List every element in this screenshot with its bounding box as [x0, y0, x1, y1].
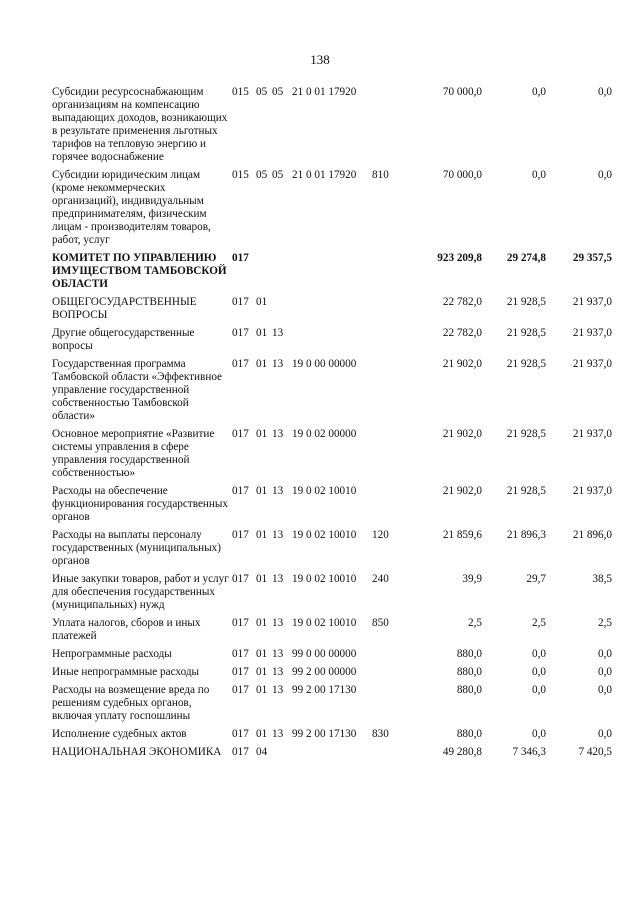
row-amount-year3: 21 937,0: [572, 296, 612, 308]
row-amount-year2: 21 928,5: [506, 428, 546, 440]
row-amount-year2: 0,0: [532, 648, 546, 660]
row-admin-code: 017: [232, 296, 249, 308]
row-name: Уплата налогов, сборов и иных платежей: [52, 617, 201, 642]
row-expense-type-code: [372, 428, 396, 485]
row-subsection-code: 13: [272, 684, 284, 696]
row-admin-code: 017: [232, 617, 249, 629]
row-target-article-code: 99 0 00 00000: [292, 648, 357, 660]
row-section-code: 01: [256, 617, 268, 629]
row-amount-year3: 0,0: [598, 86, 612, 98]
row-target-article-code: [292, 327, 372, 358]
row-name: Иные закупки товаров, работ и услуг для обеспечения государственных (муниципальных) нужд: [52, 573, 229, 611]
row-amount-year1: 21 902,0: [442, 358, 482, 370]
row-expense-type-code: [372, 86, 396, 169]
row-target-article-code: [292, 296, 372, 327]
row-amount-year3: 0,0: [598, 169, 612, 181]
row-subsection-code: [272, 296, 292, 327]
row-amount-year2: 0,0: [532, 666, 546, 678]
row-amount-year1: 49 280,8: [442, 746, 482, 758]
row-amount-year2: 0,0: [532, 684, 546, 696]
page-number: 138: [310, 52, 330, 67]
row-amount-year1: 2,5: [468, 617, 482, 629]
row-section-code: 01: [256, 327, 268, 339]
row-section-code: 01: [256, 573, 268, 585]
row-expense-type-code: [372, 296, 396, 327]
row-section-code: 01: [256, 485, 268, 497]
row-admin-code: 017: [232, 746, 249, 758]
row-name: Расходы на возмещение вреда по решениям судебных органов, включая уплату госпошлины: [52, 684, 210, 722]
row-subsection-code: [272, 746, 292, 764]
row-subsection-code: 05: [272, 169, 284, 181]
row-amount-year2: 21 928,5: [506, 485, 546, 497]
row-amount-year1: 21 859,6: [442, 529, 482, 541]
row-admin-code: 017: [232, 666, 249, 678]
row-target-article-code: 19 0 02 00000: [292, 428, 357, 440]
row-amount-year2: 21 928,5: [506, 296, 546, 308]
row-admin-code: 017: [232, 728, 249, 740]
row-name: Иные непрограммные расходы: [52, 666, 200, 678]
table-row: [52, 485, 612, 529]
row-amount-year3: 0,0: [598, 728, 612, 740]
row-name: Исполнение судебных актов: [52, 728, 187, 740]
row-amount-year1: 22 782,0: [442, 327, 482, 339]
row-amount-year2: 21 928,5: [506, 327, 546, 339]
row-amount-year3: 0,0: [598, 648, 612, 660]
row-amount-year1: 39,9: [462, 573, 482, 585]
row-section-code: 01: [256, 529, 268, 541]
row-section-code: 01: [256, 428, 268, 440]
row-target-article-code: 19 0 02 10010: [292, 485, 357, 497]
row-section-code: 01: [256, 684, 268, 696]
row-amount-year3: 38,5: [592, 573, 612, 585]
row-amount-year2: 0,0: [532, 728, 546, 740]
table-row: [52, 617, 612, 648]
row-target-article-code: 19 0 02 10010: [292, 529, 357, 541]
row-section-code: 01: [256, 296, 268, 308]
row-amount-year1: 880,0: [456, 728, 482, 740]
row-section-code: 01: [256, 728, 268, 740]
row-admin-code: 017: [232, 648, 249, 660]
row-name: ОБЩЕГОСУДАРСТВЕННЫЕ ВОПРОСЫ: [52, 296, 197, 321]
row-amount-year1: 22 782,0: [442, 296, 482, 308]
row-subsection-code: [272, 252, 292, 296]
row-amount-year3: 29 357,5: [572, 252, 612, 264]
row-expense-type-code: 240: [372, 573, 389, 585]
table-row: [52, 666, 612, 684]
row-name: Другие общегосударственные вопросы: [52, 327, 195, 352]
table-row: [52, 648, 612, 666]
table-row: [52, 358, 612, 428]
row-amount-year3: 0,0: [598, 666, 612, 678]
row-target-article-code: [292, 252, 372, 296]
table-row: [52, 296, 612, 327]
row-subsection-code: 13: [272, 617, 284, 629]
row-expense-type-code: 810: [372, 169, 389, 181]
row-amount-year2: 29,7: [526, 573, 546, 585]
row-amount-year1: 880,0: [456, 648, 482, 660]
table-row: [52, 573, 612, 617]
budget-table: [52, 86, 612, 764]
row-name: Расходы на обеспечение функционирования государственных органов: [52, 485, 228, 523]
row-amount-year2: 0,0: [532, 169, 546, 181]
row-expense-type-code: 120: [372, 529, 389, 541]
row-subsection-code: 13: [272, 573, 284, 585]
row-name: НАЦИОНАЛЬНАЯ ЭКОНОМИКА: [52, 746, 222, 758]
row-amount-year2: 29 274,8: [506, 252, 546, 264]
row-expense-type-code: 850: [372, 617, 389, 629]
row-amount-year1: 21 902,0: [442, 485, 482, 497]
row-subsection-code: 13: [272, 485, 284, 497]
row-amount-year3: 21 937,0: [572, 327, 612, 339]
table-row: [52, 728, 612, 746]
row-admin-code: 015: [232, 86, 249, 98]
row-amount-year2: 7 346,3: [512, 746, 546, 758]
row-target-article-code: 21 0 01 17920: [292, 86, 357, 98]
table-row: [52, 169, 612, 252]
row-subsection-code: 13: [272, 358, 284, 370]
row-amount-year1: 70 000,0: [442, 86, 482, 98]
row-name: Основное мероприятие «Развитие системы управления в сфере управления государственной собственностью»: [52, 428, 215, 479]
row-target-article-code: 99 2 00 17130: [292, 728, 357, 740]
row-expense-type-code: [372, 666, 396, 684]
row-expense-type-code: [372, 252, 396, 296]
row-name: Непрограммные расходы: [52, 648, 172, 660]
row-name: Субсидии ресурсоснабжающим организациям на компенсацию выпадающих доходов, возникающих в результате применения льготных тарифов на тепловую энергию и горячее водоснабжение: [52, 86, 228, 163]
row-subsection-code: 13: [272, 529, 284, 541]
row-subsection-code: 13: [272, 327, 284, 339]
row-subsection-code: 13: [272, 428, 284, 440]
row-amount-year3: 21 937,0: [572, 358, 612, 370]
row-target-article-code: 19 0 02 10010: [292, 573, 357, 585]
row-section-code: 05: [256, 86, 268, 98]
row-amount-year1: 21 902,0: [442, 428, 482, 440]
row-target-article-code: [292, 746, 372, 764]
row-admin-code: 017: [232, 485, 249, 497]
row-amount-year3: 7 420,5: [578, 746, 612, 758]
row-section-code: 04: [256, 746, 268, 758]
row-target-article-code: 21 0 01 17920: [292, 169, 357, 181]
table-row: [52, 252, 612, 296]
row-expense-type-code: [372, 746, 396, 764]
row-amount-year1: 70 000,0: [442, 169, 482, 181]
row-expense-type-code: [372, 327, 396, 358]
row-admin-code: 015: [232, 169, 249, 181]
row-amount-year1: 880,0: [456, 684, 482, 696]
row-target-article-code: 19 0 02 10010: [292, 617, 357, 629]
row-expense-type-code: [372, 648, 396, 666]
row-target-article-code: 99 2 00 00000: [292, 666, 357, 678]
row-subsection-code: 13: [272, 648, 284, 660]
row-amount-year2: 0,0: [532, 86, 546, 98]
row-amount-year2: 21 928,5: [506, 358, 546, 370]
row-amount-year3: 21 937,0: [572, 428, 612, 440]
row-amount-year3: 21 937,0: [572, 485, 612, 497]
table-row: [52, 746, 612, 764]
row-subsection-code: 13: [272, 666, 284, 678]
row-expense-type-code: 830: [372, 728, 389, 740]
row-admin-code: 017: [232, 252, 249, 264]
row-admin-code: 017: [232, 573, 249, 585]
row-section-code: 01: [256, 358, 268, 370]
row-amount-year2: 21 896,3: [506, 529, 546, 541]
row-expense-type-code: [372, 358, 396, 428]
row-section-code: 01: [256, 666, 268, 678]
row-subsection-code: 05: [272, 86, 284, 98]
row-section-code: 01: [256, 648, 268, 660]
row-target-article-code: 19 0 00 00000: [292, 358, 357, 370]
row-amount-year3: 21 896,0: [572, 529, 612, 541]
row-name: Расходы на выплаты персоналу государственных (муниципальных) органов: [52, 529, 221, 567]
row-target-article-code: 99 2 00 17130: [292, 684, 357, 696]
row-name: Государственная программа Тамбовской области «Эффективное управление государственной собственностью Тамбовской области»: [52, 358, 223, 422]
table-row: [52, 684, 612, 728]
row-name: КОМИТЕТ ПО УПРАВЛЕНИЮ ИМУЩЕСТВОМ ТАМБОВСКОЙ ОБЛАСТИ: [52, 252, 227, 290]
row-admin-code: 017: [232, 529, 249, 541]
row-subsection-code: 13: [272, 728, 284, 740]
row-name: Субсидии юридическим лицам (кроме некоммерческих организаций), индивидуальным предпринимателям, физическим лицам - производителям товаров, работ, услуг: [52, 169, 211, 246]
row-expense-type-code: [372, 684, 396, 728]
row-admin-code: 017: [232, 684, 249, 696]
table-row: [52, 529, 612, 573]
row-admin-code: 017: [232, 358, 249, 370]
row-admin-code: 017: [232, 327, 249, 339]
row-section-code: [256, 252, 272, 296]
table-row: [52, 86, 612, 169]
row-amount-year2: 2,5: [532, 617, 546, 629]
row-expense-type-code: [372, 485, 396, 529]
row-amount-year1: 880,0: [456, 666, 482, 678]
row-amount-year1: 923 209,8: [437, 252, 482, 264]
row-amount-year3: 0,0: [598, 684, 612, 696]
row-section-code: 05: [256, 169, 268, 181]
table-row: [52, 428, 612, 485]
row-admin-code: 017: [232, 428, 249, 440]
table-row: [52, 327, 612, 358]
row-amount-year3: 2,5: [598, 617, 612, 629]
